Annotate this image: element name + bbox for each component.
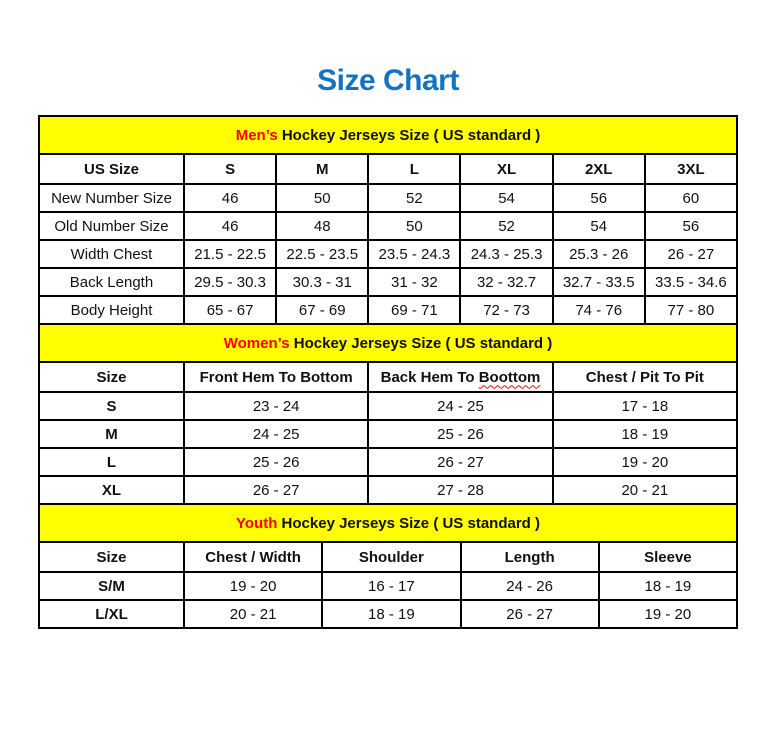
- mens-row-label: Back Length: [39, 268, 184, 296]
- mens-size-value-cell: 46: [184, 212, 276, 240]
- womens-column-header-3: Chest / Pit To Pit: [553, 362, 737, 392]
- mens-column-header-4: XL: [460, 154, 552, 184]
- womens-size-value-cell: 25 - 26: [368, 420, 552, 448]
- womens-size-value-cell: 17 - 18: [553, 392, 737, 420]
- womens-size-value-cell: 24 - 25: [368, 392, 552, 420]
- mens-size-value-cell: 69 - 71: [368, 296, 460, 324]
- womens-size-value-cell: 20 - 21: [553, 476, 737, 504]
- section-title-highlight: Women’s: [223, 334, 290, 352]
- mens-size-value-cell: 54: [460, 184, 552, 212]
- section-title-highlight: Men’s: [235, 126, 278, 144]
- womens-size-value-cell: 19 - 20: [553, 448, 737, 476]
- mens-size-value-cell: 30.3 - 31: [276, 268, 368, 296]
- womens-row-label: S: [39, 392, 184, 420]
- column-header-text: Back Hem To: [380, 368, 479, 386]
- mens-size-value-cell: 21.5 - 22.5: [184, 240, 276, 268]
- youth-column-header-1: Chest / Width: [184, 542, 322, 572]
- youth-section-header-band: [39, 504, 737, 542]
- youth-size-table: [38, 503, 738, 629]
- mens-column-header-5: 2XL: [553, 154, 645, 184]
- section-title-text: Hockey Jerseys Size ( US standard ): [277, 514, 540, 532]
- mens-section-header-band: [39, 116, 737, 154]
- mens-column-header-1: S: [184, 154, 276, 184]
- youth-table-row: [39, 572, 737, 600]
- page-title: Size Chart: [317, 64, 459, 97]
- youth-column-header-3: Length: [461, 542, 599, 572]
- mens-size-value-cell: 67 - 69: [276, 296, 368, 324]
- mens-size-value-cell: 32 - 32.7: [460, 268, 552, 296]
- youth-column-header-2: Shoulder: [322, 542, 460, 572]
- womens-size-value-cell: 24 - 25: [184, 420, 368, 448]
- mens-size-value-cell: 74 - 76: [553, 296, 645, 324]
- womens-table-row: [39, 476, 737, 504]
- youth-size-value-cell: 20 - 21: [184, 600, 322, 628]
- womens-row-label: M: [39, 420, 184, 448]
- section-title-text: Hockey Jerseys Size ( US standard ): [289, 334, 553, 352]
- womens-row-label: XL: [39, 476, 184, 504]
- mens-column-header-2: M: [276, 154, 368, 184]
- mens-size-value-cell: 50: [276, 184, 368, 212]
- size-tables: [38, 115, 738, 629]
- section-title-text: Hockey Jerseys Size ( US standard ): [277, 126, 541, 144]
- mens-size-value-cell: 22.5 - 23.5: [276, 240, 368, 268]
- mens-size-value-cell: 31 - 32: [368, 268, 460, 296]
- womens-table-row: [39, 448, 737, 476]
- mens-size-value-cell: 48: [276, 212, 368, 240]
- mens-size-value-cell: 52: [368, 184, 460, 212]
- mens-table-row: [39, 240, 737, 268]
- mens-column-header-6: 3XL: [645, 154, 737, 184]
- mens-size-value-cell: 50: [368, 212, 460, 240]
- youth-column-header-0: Size: [39, 542, 184, 572]
- mens-size-value-cell: 33.5 - 34.6: [645, 268, 737, 296]
- mens-size-value-cell: 29.5 - 30.3: [184, 268, 276, 296]
- mens-table-row: [39, 296, 737, 324]
- womens-size-value-cell: 25 - 26: [184, 448, 368, 476]
- womens-table-row: [39, 392, 737, 420]
- youth-table-row: [39, 600, 737, 628]
- mens-size-value-cell: 56: [645, 212, 737, 240]
- mens-size-value-cell: 60: [645, 184, 737, 212]
- youth-row-label: L/XL: [39, 600, 184, 628]
- womens-size-table: [38, 323, 738, 505]
- size-chart-page: [0, 64, 776, 629]
- mens-size-value-cell: 56: [553, 184, 645, 212]
- womens-section-header-band: [39, 324, 737, 362]
- mens-size-value-cell: 32.7 - 33.5: [553, 268, 645, 296]
- mens-row-label: Old Number Size: [39, 212, 184, 240]
- youth-size-value-cell: 26 - 27: [461, 600, 599, 628]
- womens-column-header-2: [368, 362, 552, 392]
- section-title-highlight: Youth: [236, 514, 278, 532]
- mens-size-value-cell: 25.3 - 26: [553, 240, 645, 268]
- mens-size-value-cell: 72 - 73: [460, 296, 552, 324]
- youth-row-label: S/M: [39, 572, 184, 600]
- mens-table-row: [39, 184, 737, 212]
- mens-row-label: New Number Size: [39, 184, 184, 212]
- mens-size-value-cell: 23.5 - 24.3: [368, 240, 460, 268]
- youth-size-value-cell: 19 - 20: [599, 600, 737, 628]
- womens-column-header-0: Size: [39, 362, 184, 392]
- mens-size-table: [38, 115, 738, 325]
- misspelled-word: Boottom: [478, 368, 541, 386]
- mens-table-row: [39, 212, 737, 240]
- youth-size-value-cell: 19 - 20: [184, 572, 322, 600]
- mens-column-header-3: L: [368, 154, 460, 184]
- womens-size-value-cell: 27 - 28: [368, 476, 552, 504]
- youth-column-header-4: Sleeve: [599, 542, 737, 572]
- mens-row-label: Body Height: [39, 296, 184, 324]
- mens-size-value-cell: 52: [460, 212, 552, 240]
- mens-row-label: Width Chest: [39, 240, 184, 268]
- mens-size-value-cell: 54: [553, 212, 645, 240]
- youth-size-value-cell: 18 - 19: [322, 600, 460, 628]
- womens-column-header-1: Front Hem To Bottom: [184, 362, 368, 392]
- mens-table-row: [39, 268, 737, 296]
- mens-size-value-cell: 77 - 80: [645, 296, 737, 324]
- mens-size-value-cell: 46: [184, 184, 276, 212]
- womens-size-value-cell: 26 - 27: [368, 448, 552, 476]
- womens-size-value-cell: 23 - 24: [184, 392, 368, 420]
- mens-size-value-cell: 65 - 67: [184, 296, 276, 324]
- youth-size-value-cell: 18 - 19: [599, 572, 737, 600]
- womens-table-row: [39, 420, 737, 448]
- mens-column-header-0: US Size: [39, 154, 184, 184]
- womens-size-value-cell: 26 - 27: [184, 476, 368, 504]
- womens-row-label: L: [39, 448, 184, 476]
- youth-size-value-cell: 16 - 17: [322, 572, 460, 600]
- mens-size-value-cell: 24.3 - 25.3: [460, 240, 552, 268]
- womens-size-value-cell: 18 - 19: [553, 420, 737, 448]
- mens-size-value-cell: 26 - 27: [645, 240, 737, 268]
- youth-size-value-cell: 24 - 26: [461, 572, 599, 600]
